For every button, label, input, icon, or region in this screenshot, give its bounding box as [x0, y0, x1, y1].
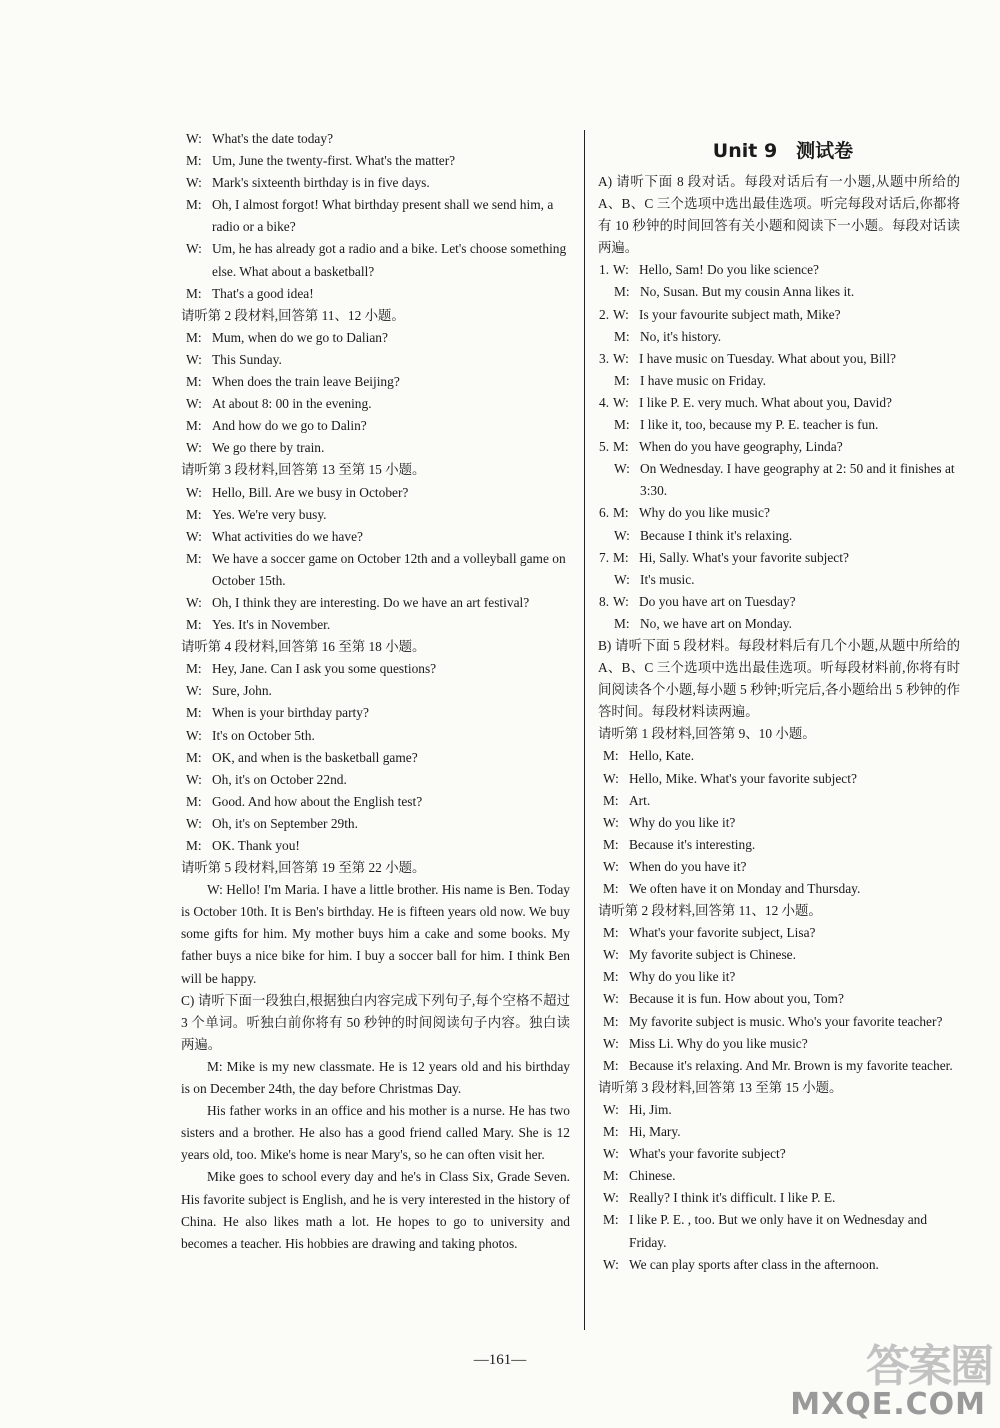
column-divider: [584, 130, 585, 1330]
dialogue-text: OK. Thank you!: [212, 838, 300, 853]
section-heading: 请听第 3 段材料,回答第 13 至第 15 小题。: [598, 1079, 843, 1095]
dialogue-text: Miss Li. Why do you like music?: [629, 1035, 808, 1051]
dialogue-line: [598, 745, 960, 767]
question-item: [598, 547, 960, 569]
dialogue-line: [598, 768, 960, 790]
dialogue-line: [181, 238, 570, 282]
speaker-label: W:: [614, 527, 630, 543]
question-item: [598, 591, 960, 613]
dialogue-line: [181, 371, 570, 393]
speaker-label: W:: [614, 461, 630, 477]
dialogue-text: Because it's relaxing. And Mr. Brown is my favorite teacher.: [629, 1057, 953, 1073]
paragraph: Mike goes to school every day and he's in Class Six, Grade Seven. His favorite subject is English, and he is very interested in the history of China. He also likes math a lot. He hopes to go to university and becomes a teacher. His hobbies are drawing and taking photos.: [181, 1169, 570, 1251]
dialogue-text: At about 8: 00 in the evening.: [212, 396, 372, 412]
dialogue-text: Oh, I almost forgot! What birthday present shall we send him, a radio or a bike?: [212, 197, 554, 235]
dialogue-line: [598, 790, 960, 812]
dialogue-text: When do you have geography, Linda?: [639, 439, 843, 455]
section-heading: 请听第 2 段材料,回答第 11、12 小题。: [598, 903, 822, 919]
question-number: 6.: [599, 505, 610, 521]
question-number: 7.: [599, 549, 610, 565]
dialogue-text: We go there by train.: [212, 440, 325, 456]
dialogue-line: [598, 944, 960, 966]
speaker-label: M:: [603, 1212, 619, 1228]
dialogue-text: Why do you like music?: [639, 505, 770, 521]
dialogue-line: [181, 813, 570, 835]
speaker-label: M:: [603, 881, 619, 896]
response-line: [598, 326, 960, 348]
dialogue-line: [181, 769, 570, 791]
dialogue-text: Why do you like it?: [629, 814, 736, 830]
speaker-label: M:: [614, 284, 630, 300]
speaker-label: W:: [603, 1101, 619, 1117]
speaker-label: M:: [614, 615, 630, 631]
dialogue-text: Oh, it's on September 29th.: [212, 815, 358, 831]
dialogue-text: Hello, Kate.: [629, 748, 695, 764]
dialogue-line: [181, 128, 570, 150]
speaker-label: M:: [186, 705, 202, 721]
speaker-label: M:: [186, 749, 202, 765]
dialogue-line: [181, 592, 570, 614]
speaker-label: W:: [603, 1035, 619, 1051]
speaker-label: M:: [186, 661, 202, 677]
dialogue-line: [181, 747, 570, 769]
response-line: [598, 613, 960, 635]
speaker-label: W:: [603, 1256, 619, 1272]
dialogue-line: [181, 327, 570, 349]
question-item: [598, 502, 960, 524]
dialogue-line: [598, 1165, 960, 1187]
dialogue-text: What activities do we have?: [212, 528, 363, 544]
dialogue-line: [598, 1011, 960, 1033]
response-line: [598, 525, 960, 547]
dialogue-text: We have a soccer game on October 12th and a volleyball game on October 15th.: [212, 550, 566, 588]
dialogue-text: Do you have art on Tuesday?: [639, 593, 796, 609]
dialogue-line: [181, 526, 570, 548]
speaker-label: M:: [603, 836, 619, 852]
dialogue-text: When is your birthday party?: [212, 705, 369, 721]
dialogue-line: [598, 1187, 960, 1209]
dialogue-text: This Sunday.: [212, 351, 282, 367]
dialogue-text: Hello, Mike. What's your favorite subject?: [629, 770, 857, 786]
speaker-label: M:: [186, 374, 202, 390]
right-column: [598, 128, 960, 1276]
dialogue-text: I like P. E. , too. But we only have it on Wednesday and Friday.: [629, 1212, 928, 1250]
dialogue-line: [181, 150, 570, 172]
dialogue-text: I like P. E. very much. What about you, David?: [639, 394, 893, 410]
section-heading: 请听第 5 段材料,回答第 19 至第 22 小题。: [181, 860, 426, 876]
speaker-label: W:: [186, 131, 202, 146]
dialogue-line: [598, 856, 960, 878]
speaker-label: W:: [603, 858, 619, 874]
speaker-label: W:: [186, 528, 202, 544]
dialogue-line: [181, 614, 570, 636]
dialogue-line: [598, 834, 960, 856]
dialogue-text: Is your favourite subject math, Mike?: [639, 306, 841, 322]
dialogue-line: [181, 393, 570, 415]
speaker-label: M:: [613, 549, 629, 565]
dialogue-text: We often have it on Monday and Thursday.: [629, 881, 861, 896]
speaker-label: M:: [614, 328, 630, 344]
speaker-label: M:: [186, 506, 202, 522]
dialogue-text: When does the train leave Beijing?: [212, 374, 400, 390]
speaker-label: M:: [614, 372, 630, 388]
right-body: [598, 171, 960, 1276]
speaker-label: M:: [603, 925, 619, 941]
dialogue-text: Um, June the twenty-first. What's the matter?: [212, 153, 456, 169]
speaker-label: M:: [613, 439, 629, 455]
speaker-label: W:: [186, 683, 202, 699]
speaker-label: W:: [613, 593, 629, 609]
dialogue-text: Um, he has already got a radio and a bike. Let's choose something else. What about a basketball?: [212, 241, 567, 279]
speaker-label: M:: [186, 153, 202, 169]
section-heading: 请听第 4 段材料,回答第 16 至第 18 小题。: [181, 639, 426, 655]
response-line: [598, 281, 960, 303]
speaker-label: M:: [603, 1168, 619, 1184]
speaker-label: M:: [186, 329, 202, 345]
dialogue-text: Yes. We're very busy.: [212, 506, 327, 522]
dialogue-line: [181, 725, 570, 747]
dialogue-text: And how do we go to Dalin?: [212, 418, 367, 434]
question-item: [598, 436, 960, 458]
dialogue-line: [181, 504, 570, 526]
question-item: [598, 304, 960, 326]
speaker-label: M:: [603, 1013, 619, 1029]
question-number: 3.: [599, 350, 610, 366]
speaker-label: M:: [603, 969, 619, 985]
dialogue-line: [181, 415, 570, 437]
speaker-label: W:: [603, 770, 619, 786]
instruction-text: C) 请听下面一段独白,根据独白内容完成下列句子,每个空格不超过 3 个单词。听独白前你将有 50 秒钟的时间阅读句子内容。独白读两遍。: [181, 992, 570, 1052]
dialogue-line: [181, 835, 570, 857]
speaker-label: W:: [614, 571, 630, 587]
speaker-label: M:: [186, 285, 202, 301]
speaker-label: W:: [186, 440, 202, 456]
speaker-label: W:: [603, 1146, 619, 1162]
dialogue-line: [598, 812, 960, 834]
section-heading: 请听第 3 段材料,回答第 13 至第 15 小题。: [181, 462, 426, 478]
question-number: 1.: [599, 262, 610, 278]
speaker-label: W:: [603, 991, 619, 1007]
dialogue-line: [598, 1099, 960, 1121]
dialogue-text: No, it's history.: [640, 328, 722, 344]
speaker-label: W:: [613, 262, 629, 278]
instruction-text: A) 请听下面 8 段对话。每段对话后有一小题,从题中所给的 A、B、C 三个选项中选出最佳选项。听完每段对话后,你都将有 10 秒钟的时间回答有关小题和阅读下一小题。每段对话读两遍。: [598, 174, 960, 256]
dialogue-line: [181, 283, 570, 305]
dialogue-text: Mark's sixteenth birthday is in five days.: [212, 175, 430, 191]
speaker-label: M:: [186, 617, 202, 633]
dialogue-line: [598, 966, 960, 988]
dialogue-line: [181, 702, 570, 724]
page-number: —161—: [473, 1352, 527, 1368]
question-number: 5.: [599, 439, 610, 455]
speaker-label: W:: [613, 350, 629, 366]
dialogue-line: [181, 658, 570, 680]
dialogue-text: Yes. It's in November.: [212, 617, 331, 633]
dialogue-text: Because it is fun. How about you, Tom?: [629, 991, 844, 1007]
dialogue-text: No, Susan. But my cousin Anna likes it.: [640, 284, 855, 300]
dialogue-text: Mum, when do we go to Dalian?: [212, 329, 388, 345]
dialogue-text: Oh, it's on October 22nd.: [212, 771, 347, 787]
question-item: [598, 392, 960, 414]
dialogue-text: It's music.: [640, 571, 695, 587]
speaker-label: W:: [186, 351, 202, 367]
watermark-text: MXQE.COM: [790, 1387, 986, 1422]
dialogue-text: I like it, too, because my P. E. teacher is fun.: [640, 417, 879, 433]
dialogue-text: It's on October 5th.: [212, 727, 315, 743]
dialogue-text: What's the date today?: [212, 131, 334, 146]
dialogue-text: Oh, I think they are interesting. Do we have an art festival?: [212, 594, 530, 610]
dialogue-line: [181, 482, 570, 504]
dialogue-text: OK, and when is the basketball game?: [212, 749, 418, 765]
speaker-label: M:: [186, 838, 202, 853]
dialogue-line: [181, 194, 570, 238]
dialogue-text: We can play sports after class in the afternoon.: [629, 1256, 879, 1272]
dialogue-text: Hey, Jane. Can I ask you some questions?: [212, 661, 437, 677]
speaker-label: W:: [186, 727, 202, 743]
speaker-label: W:: [186, 815, 202, 831]
dialogue-text: Hi, Jim.: [629, 1101, 672, 1117]
dialogue-text: Why do you like it?: [629, 969, 736, 985]
dialogue-line: [598, 1033, 960, 1055]
dialogue-line: [181, 437, 570, 459]
speaker-label: W:: [186, 241, 202, 257]
speaker-label: M:: [603, 792, 619, 808]
dialogue-line: [598, 988, 960, 1010]
speaker-label: W:: [603, 947, 619, 963]
dialogue-text: My favorite subject is Chinese.: [629, 947, 796, 963]
speaker-label: W:: [613, 394, 629, 410]
speaker-label: M:: [613, 505, 629, 521]
dialogue-text: Because it's interesting.: [629, 836, 756, 852]
response-line: [598, 569, 960, 591]
dialogue-text: Good. And how about the English test?: [212, 793, 423, 809]
question-number: 2.: [599, 306, 610, 322]
speaker-label: W:: [603, 814, 619, 830]
instruction-text: B) 请听下面 5 段材料。每段材料后有几个小题,从题中所给的 A、B、C 三个选项中选出最佳选项。听每段材料前,你将有时间阅读各个小题,每小题 5 秒钟;听完后,各小题给出 5 秒钟的作答时间。每段材料读两遍。: [598, 637, 960, 720]
dialogue-line: [181, 349, 570, 371]
dialogue-text: My favorite subject is music. Who's your favorite teacher?: [629, 1013, 943, 1029]
dialogue-line: [598, 1209, 960, 1253]
left-column: [181, 128, 570, 1255]
question-number: 8.: [599, 593, 610, 609]
speaker-label: M:: [186, 550, 202, 566]
speaker-label: W:: [186, 771, 202, 787]
dialogue-text: Hello, Bill. Are we busy in October?: [212, 484, 409, 500]
dialogue-text: Sure, John.: [212, 683, 272, 699]
speaker-label: W:: [613, 306, 629, 322]
speaker-label: M:: [603, 1124, 619, 1140]
speaker-label: W:: [603, 1190, 619, 1206]
dialogue-text: I have music on Friday.: [640, 372, 766, 388]
dialogue-text: That's a good idea!: [212, 285, 314, 301]
section-heading: 请听第 1 段材料,回答第 9、10 小题。: [598, 726, 816, 742]
speaker-label: M:: [186, 418, 202, 434]
response-line: [598, 370, 960, 392]
dialogue-text: What's your favorite subject?: [629, 1146, 786, 1162]
speaker-label: M:: [186, 197, 202, 213]
question-item: [598, 259, 960, 281]
dialogue-text: What's your favorite subject, Lisa?: [629, 925, 816, 941]
speaker-label: W:: [186, 594, 202, 610]
speaker-label: M:: [614, 417, 630, 433]
paragraph: W: Hello! I'm Maria. I have a little brother. His name is Ben. Today is October 10th. It is Ben's birthday. He is fifteen years old now. We buy some gifts for him. My mother buys him a cake and some books. My father buys a nice bike for him. I buy a soccer ball for him. I think Ben will be happy.: [181, 882, 570, 986]
response-line: [598, 458, 960, 502]
dialogue-line: [598, 878, 960, 900]
question-number: 4.: [599, 394, 610, 410]
dialogue-line: [181, 791, 570, 813]
dialogue-text: Hi, Sally. What's your favorite subject?: [639, 549, 849, 565]
dialogue-text: Hi, Mary.: [629, 1124, 681, 1140]
dialogue-text: Really? I think it's difficult. I like P. E.: [629, 1190, 836, 1206]
dialogue-line: [181, 680, 570, 702]
dialogue-text: Hello, Sam! Do you like science?: [639, 262, 819, 278]
dialogue-text: I have music on Tuesday. What about you, Bill?: [639, 350, 896, 366]
unit-title: Unit 9 测试卷: [712, 140, 854, 162]
section-heading: 请听第 2 段材料,回答第 11、12 小题。: [181, 307, 405, 323]
dialogue-line: [598, 1143, 960, 1165]
speaker-label: M:: [603, 748, 619, 764]
dialogue-text: On Wednesday. I have geography at 2: 50 and it finishes at 3:30.: [640, 461, 955, 499]
dialogue-line: [181, 172, 570, 194]
question-item: [598, 348, 960, 370]
dialogue-line: [598, 1055, 960, 1077]
paragraph: M: Mike is my new classmate. He is 12 years old and his birthday is on December 24th, the day before Christmas Day.: [181, 1058, 570, 1097]
dialogue-text: Art.: [629, 792, 651, 808]
dialogue-line: [598, 1121, 960, 1143]
dialogue-text: Chinese.: [629, 1168, 676, 1184]
response-line: [598, 414, 960, 436]
dialogue-text: No, we have art on Monday.: [640, 615, 792, 631]
dialogue-line: [598, 922, 960, 944]
paragraph: His father works in an office and his mother is a nurse. He has two sisters and a brother. He also has a good friend called Mary. She is 12 years old, too. Mike's home is near Mary's, so he can often visit her.: [181, 1103, 570, 1163]
dialogue-text: When do you have it?: [629, 858, 747, 874]
speaker-label: W:: [186, 396, 202, 412]
dialogue-text: Because I think it's relaxing.: [640, 527, 793, 543]
speaker-label: M:: [186, 793, 202, 809]
dialogue-line: [181, 548, 570, 592]
speaker-label: W:: [186, 175, 202, 191]
dialogue-line: [598, 1254, 960, 1276]
speaker-label: M:: [603, 1057, 619, 1073]
speaker-label: W:: [186, 484, 202, 500]
watermark-stamp: 答案圈: [866, 1341, 992, 1392]
